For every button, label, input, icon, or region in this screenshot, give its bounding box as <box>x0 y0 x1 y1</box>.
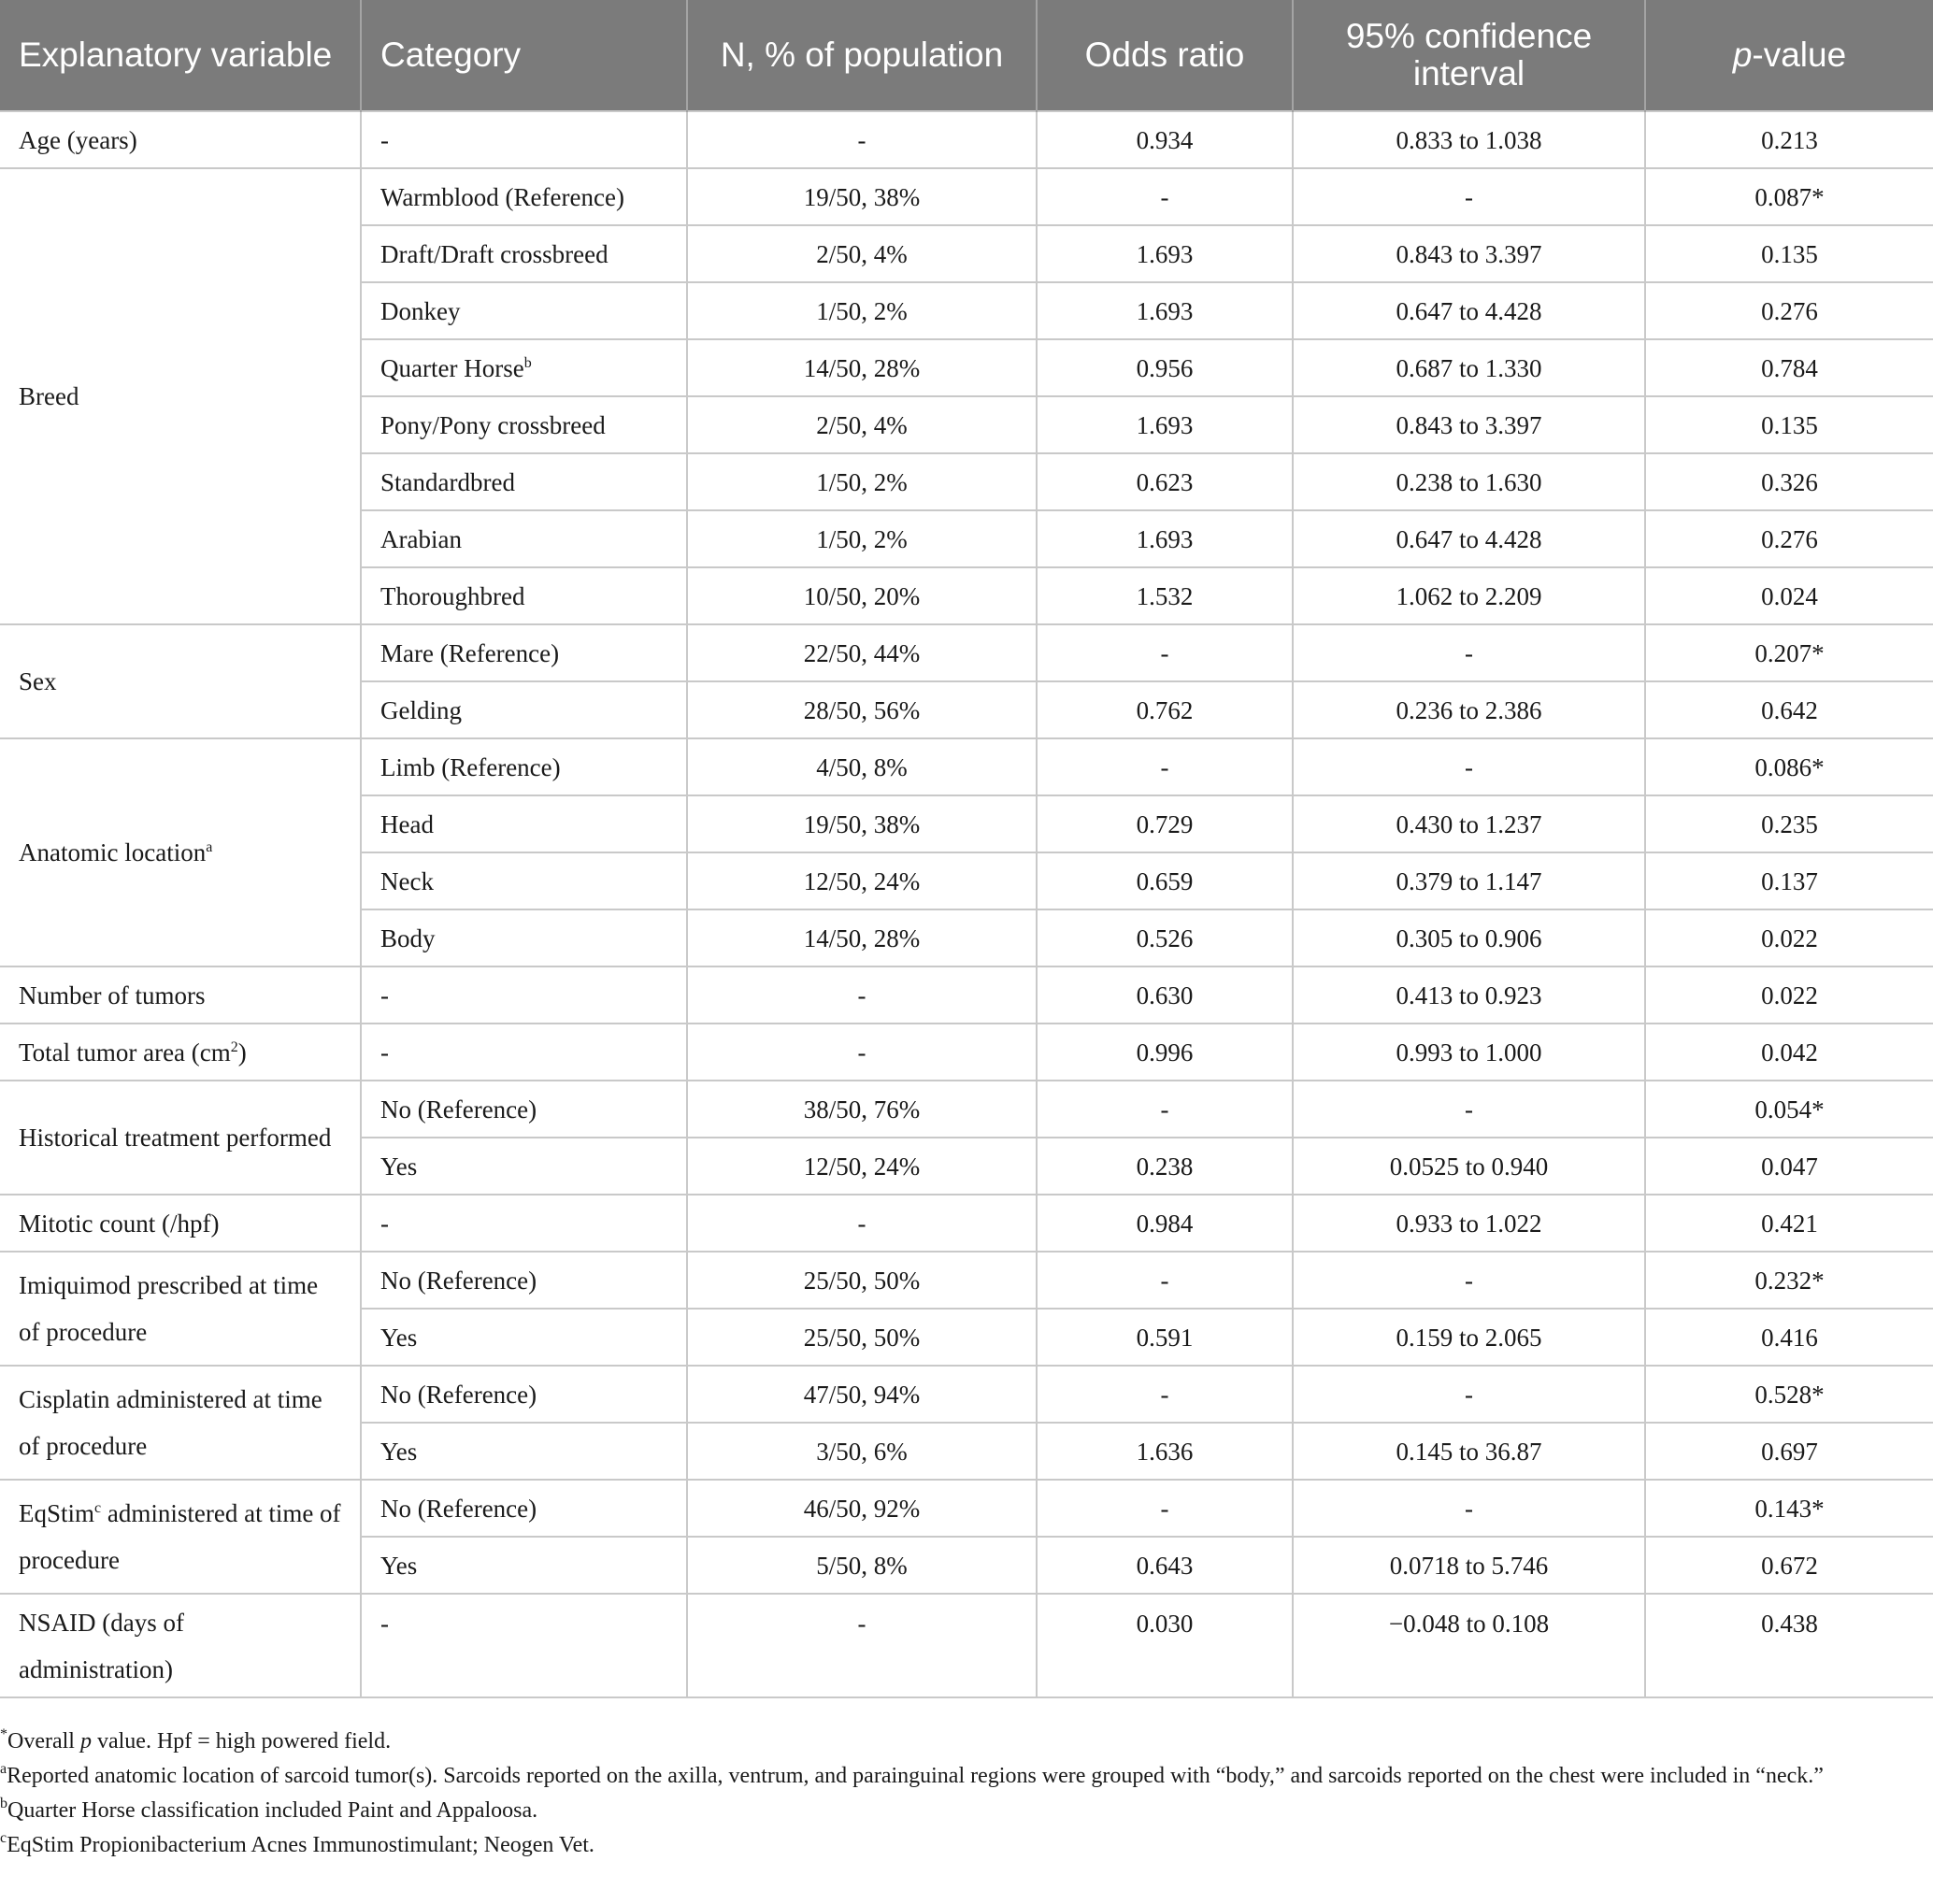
cell-population: 3/50, 6% <box>687 1423 1037 1480</box>
cell-p-value: 0.326 <box>1645 453 1933 510</box>
cell-p-value: 0.143* <box>1645 1480 1933 1537</box>
cell-p-value: 0.276 <box>1645 510 1933 567</box>
cell-odds-ratio: 0.591 <box>1037 1309 1293 1366</box>
cell-category: Head <box>361 795 687 852</box>
cell-p-value: 0.235 <box>1645 795 1933 852</box>
cell-category: Mare (Reference) <box>361 624 687 681</box>
header-p-letter: p <box>1732 36 1753 74</box>
footnote-mark: * <box>0 1726 7 1742</box>
header-population: N, % of population <box>687 0 1037 111</box>
cell-ci: 0.843 to 3.397 <box>1293 225 1645 282</box>
header-explanatory-variable: Explanatory variable <box>0 0 361 111</box>
cell-odds-ratio: - <box>1037 624 1293 681</box>
cell-p-value: 0.528* <box>1645 1366 1933 1423</box>
table-row-mitotic-count <box>0 1195 1933 1252</box>
cell-odds-ratio: 1.693 <box>1037 225 1293 282</box>
cell-population: 10/50, 20% <box>687 567 1037 624</box>
footnote-text: Overall <box>7 1729 80 1754</box>
cell-population: 2/50, 4% <box>687 225 1037 282</box>
footnote-text: EqStim Propionibacterium Acnes Immunostimulant; Neogen Vet. <box>7 1833 594 1857</box>
cell-ci: 0.933 to 1.022 <box>1293 1195 1645 1252</box>
cell-p-value: 0.054* <box>1645 1081 1933 1138</box>
footnote-italic-p: p <box>79 1729 92 1754</box>
table-row-breed <box>0 168 1933 225</box>
cell-p-value: 0.213 <box>1645 111 1933 168</box>
cell-p-value: 0.784 <box>1645 339 1933 396</box>
cell-ci: - <box>1293 1366 1645 1423</box>
cell-p-value: 0.087* <box>1645 168 1933 225</box>
cell-p-value: 0.207* <box>1645 624 1933 681</box>
table-row-anatomic-location <box>0 738 1933 795</box>
cell-odds-ratio: - <box>1037 1252 1293 1309</box>
cell-p-value: 0.042 <box>1645 1024 1933 1081</box>
cell-odds-ratio: 0.030 <box>1037 1594 1293 1697</box>
table-row-number-of-tumors <box>0 966 1933 1024</box>
cell-category: - <box>361 1594 687 1697</box>
cell-ci: 1.062 to 2.209 <box>1293 567 1645 624</box>
cell-ci: 0.159 to 2.065 <box>1293 1309 1645 1366</box>
header-p-suffix: -value <box>1752 36 1847 74</box>
cell-population: - <box>687 966 1037 1024</box>
cell-odds-ratio: 1.693 <box>1037 396 1293 453</box>
cell-ci: - <box>1293 1480 1645 1537</box>
cell-odds-ratio: 0.630 <box>1037 966 1293 1024</box>
cell-population: - <box>687 1024 1037 1081</box>
cell-category: No (Reference) <box>361 1252 687 1309</box>
cell-ci: - <box>1293 1252 1645 1309</box>
cell-category: Donkey <box>361 282 687 339</box>
cell-variable: Mitotic count (/hpf) <box>0 1195 361 1252</box>
table-row-historical-treatment <box>0 1081 1933 1138</box>
cell-category: Arabian <box>361 510 687 567</box>
header-p-value <box>1645 0 1933 111</box>
cell-category: Yes <box>361 1309 687 1366</box>
cell-p-value: 0.438 <box>1645 1594 1933 1697</box>
cell-category: - <box>361 966 687 1024</box>
cell-category: Standardbred <box>361 453 687 510</box>
cell-odds-ratio: 0.643 <box>1037 1537 1293 1594</box>
cell-p-value: 0.022 <box>1645 909 1933 966</box>
cell-ci: - <box>1293 168 1645 225</box>
footnote-text: Reported anatomic location of sarcoid tumor(s). Sarcoids reported on the axilla, ventrum, and parainguinal regions were grouped with “body,” and sarcoids reported on the chest were included in “neck.” <box>7 1764 1824 1788</box>
cell-odds-ratio: 0.729 <box>1037 795 1293 852</box>
cell-category: Draft/Draft crossbreed <box>361 225 687 282</box>
cell-p-value: 0.135 <box>1645 225 1933 282</box>
table-row-eqstim <box>0 1480 1933 1537</box>
cell-variable: NSAID (days of administration) <box>0 1594 361 1697</box>
cell-category: - <box>361 111 687 168</box>
cell-ci: 0.238 to 1.630 <box>1293 453 1645 510</box>
footnote-mark: c <box>0 1830 7 1846</box>
cell-p-value: 0.137 <box>1645 852 1933 909</box>
cell-population: 22/50, 44% <box>687 624 1037 681</box>
cell-category: Warmblood (Reference) <box>361 168 687 225</box>
cell-variable: Breed <box>0 168 361 624</box>
cell-population: 46/50, 92% <box>687 1480 1037 1537</box>
cell-category: No (Reference) <box>361 1081 687 1138</box>
cell-population: - <box>687 1594 1037 1697</box>
cell-odds-ratio: 0.934 <box>1037 111 1293 168</box>
cell-category: Limb (Reference) <box>361 738 687 795</box>
footnote-mark: a <box>0 1761 7 1777</box>
footnote-marker: c <box>94 1500 102 1516</box>
cell-odds-ratio: 0.956 <box>1037 339 1293 396</box>
cell-population: 25/50, 50% <box>687 1252 1037 1309</box>
cell-odds-ratio: 1.532 <box>1037 567 1293 624</box>
header-odds-ratio: Odds ratio <box>1037 0 1293 111</box>
cell-p-value: 0.697 <box>1645 1423 1933 1480</box>
variable-text-suffix: ) <box>237 1038 247 1067</box>
footnote-text-after: value. Hpf = high powered field. <box>91 1729 392 1754</box>
cell-population: 12/50, 24% <box>687 852 1037 909</box>
cell-population: 14/50, 28% <box>687 339 1037 396</box>
table-row-age <box>0 111 1933 168</box>
cell-ci: 0.833 to 1.038 <box>1293 111 1645 168</box>
footnote-c <box>0 1828 1897 1863</box>
cell-population: - <box>687 1195 1037 1252</box>
variable-text-suffix: administered at time of procedure <box>19 1499 341 1574</box>
cell-odds-ratio: 1.636 <box>1037 1423 1293 1480</box>
cell-variable <box>0 1480 361 1594</box>
cell-population: 5/50, 8% <box>687 1537 1037 1594</box>
cell-odds-ratio: - <box>1037 168 1293 225</box>
cell-population: 47/50, 94% <box>687 1366 1037 1423</box>
footnote-mark: b <box>0 1796 7 1811</box>
cell-odds-ratio: 0.238 <box>1037 1138 1293 1195</box>
cell-p-value: 0.047 <box>1645 1138 1933 1195</box>
cell-odds-ratio: 0.762 <box>1037 681 1293 738</box>
footnote-b <box>0 1794 1897 1828</box>
cell-ci: 0.305 to 0.906 <box>1293 909 1645 966</box>
cell-population: 25/50, 50% <box>687 1309 1037 1366</box>
table-row-sex <box>0 624 1933 681</box>
cell-category: - <box>361 1195 687 1252</box>
footnote-marker: b <box>523 354 532 371</box>
cell-variable <box>0 738 361 966</box>
cell-ci: 0.379 to 1.147 <box>1293 852 1645 909</box>
table-row-imiquimod <box>0 1252 1933 1309</box>
cell-ci: 0.647 to 4.428 <box>1293 510 1645 567</box>
superscript: 2 <box>230 1038 238 1055</box>
cell-ci: 0.843 to 3.397 <box>1293 396 1645 453</box>
cell-odds-ratio: 0.996 <box>1037 1024 1293 1081</box>
cell-population: 14/50, 28% <box>687 909 1037 966</box>
cell-odds-ratio: - <box>1037 1081 1293 1138</box>
cell-odds-ratio: 1.693 <box>1037 282 1293 339</box>
cell-variable: Historical treatment performed <box>0 1081 361 1195</box>
cell-population: 28/50, 56% <box>687 681 1037 738</box>
table-row-total-tumor-area <box>0 1024 1933 1081</box>
cell-p-value: 0.232* <box>1645 1252 1933 1309</box>
category-text: Quarter Horse <box>380 353 524 382</box>
cell-odds-ratio: 0.659 <box>1037 852 1293 909</box>
cell-odds-ratio: 1.693 <box>1037 510 1293 567</box>
cell-population: 19/50, 38% <box>687 795 1037 852</box>
cell-category <box>361 339 687 396</box>
cell-category: Pony/Pony crossbreed <box>361 396 687 453</box>
cell-variable: Sex <box>0 624 361 738</box>
cell-ci: 0.430 to 1.237 <box>1293 795 1645 852</box>
cell-ci: 0.687 to 1.330 <box>1293 339 1645 396</box>
cell-odds-ratio: 0.526 <box>1037 909 1293 966</box>
footnote-overall-p <box>0 1725 1897 1759</box>
cell-p-value: 0.022 <box>1645 966 1933 1024</box>
cell-odds-ratio: - <box>1037 738 1293 795</box>
cell-ci: - <box>1293 624 1645 681</box>
cell-population: 19/50, 38% <box>687 168 1037 225</box>
cell-population: 1/50, 2% <box>687 453 1037 510</box>
cell-ci: 0.0718 to 5.746 <box>1293 1537 1645 1594</box>
cell-ci: - <box>1293 738 1645 795</box>
variable-text: EqStim <box>19 1499 95 1527</box>
cell-ci: 0.413 to 0.923 <box>1293 966 1645 1024</box>
cell-p-value: 0.672 <box>1645 1537 1933 1594</box>
cell-category: Thoroughbred <box>361 567 687 624</box>
cell-ci: −0.048 to 0.108 <box>1293 1594 1645 1697</box>
cell-population: 1/50, 2% <box>687 282 1037 339</box>
cell-odds-ratio: - <box>1037 1480 1293 1537</box>
cell-p-value: 0.086* <box>1645 738 1933 795</box>
cell-odds-ratio: 0.984 <box>1037 1195 1293 1252</box>
cell-category: No (Reference) <box>361 1366 687 1423</box>
footnote-marker: a <box>206 839 213 855</box>
cell-p-value: 0.416 <box>1645 1309 1933 1366</box>
cell-variable: Imiquimod prescribed at time of procedure <box>0 1252 361 1366</box>
cell-population: 4/50, 8% <box>687 738 1037 795</box>
table-body <box>0 111 1933 1697</box>
cell-p-value: 0.135 <box>1645 396 1933 453</box>
table-row-nsaid <box>0 1594 1933 1697</box>
cell-category: Yes <box>361 1138 687 1195</box>
cell-category: Yes <box>361 1537 687 1594</box>
cell-p-value: 0.642 <box>1645 681 1933 738</box>
cell-variable: Cisplatin administered at time of procedure <box>0 1366 361 1480</box>
cell-p-value: 0.421 <box>1645 1195 1933 1252</box>
cell-ci: 0.993 to 1.000 <box>1293 1024 1645 1081</box>
cell-category: Yes <box>361 1423 687 1480</box>
cell-population: 38/50, 76% <box>687 1081 1037 1138</box>
cell-category: No (Reference) <box>361 1480 687 1537</box>
cell-ci: 0.236 to 2.386 <box>1293 681 1645 738</box>
footnote-a <box>0 1759 1897 1794</box>
table-footnotes <box>0 1725 1897 1863</box>
cell-category: Neck <box>361 852 687 909</box>
cell-category: Gelding <box>361 681 687 738</box>
cell-variable <box>0 1024 361 1081</box>
table-header <box>0 0 1933 111</box>
cell-category: - <box>361 1024 687 1081</box>
cell-population: 2/50, 4% <box>687 396 1037 453</box>
cell-ci: 0.647 to 4.428 <box>1293 282 1645 339</box>
cell-variable: Age (years) <box>0 111 361 168</box>
variable-text: Total tumor area (cm <box>19 1038 231 1067</box>
cell-p-value: 0.024 <box>1645 567 1933 624</box>
cell-population: 1/50, 2% <box>687 510 1037 567</box>
cell-ci: 0.0525 to 0.940 <box>1293 1138 1645 1195</box>
header-category: Category <box>361 0 687 111</box>
cell-population: - <box>687 111 1037 168</box>
footnote-text: Quarter Horse classification included Paint and Appaloosa. <box>7 1798 538 1823</box>
cell-category: Body <box>361 909 687 966</box>
cell-odds-ratio: - <box>1037 1366 1293 1423</box>
variable-text: Anatomic location <box>19 838 207 866</box>
cell-ci: - <box>1293 1081 1645 1138</box>
cell-ci: 0.145 to 36.87 <box>1293 1423 1645 1480</box>
cell-population: 12/50, 24% <box>687 1138 1037 1195</box>
table-row-cisplatin <box>0 1366 1933 1423</box>
cell-variable: Number of tumors <box>0 966 361 1024</box>
cell-p-value: 0.276 <box>1645 282 1933 339</box>
cell-odds-ratio: 0.623 <box>1037 453 1293 510</box>
header-confidence-interval: 95% confidence interval <box>1293 0 1645 111</box>
